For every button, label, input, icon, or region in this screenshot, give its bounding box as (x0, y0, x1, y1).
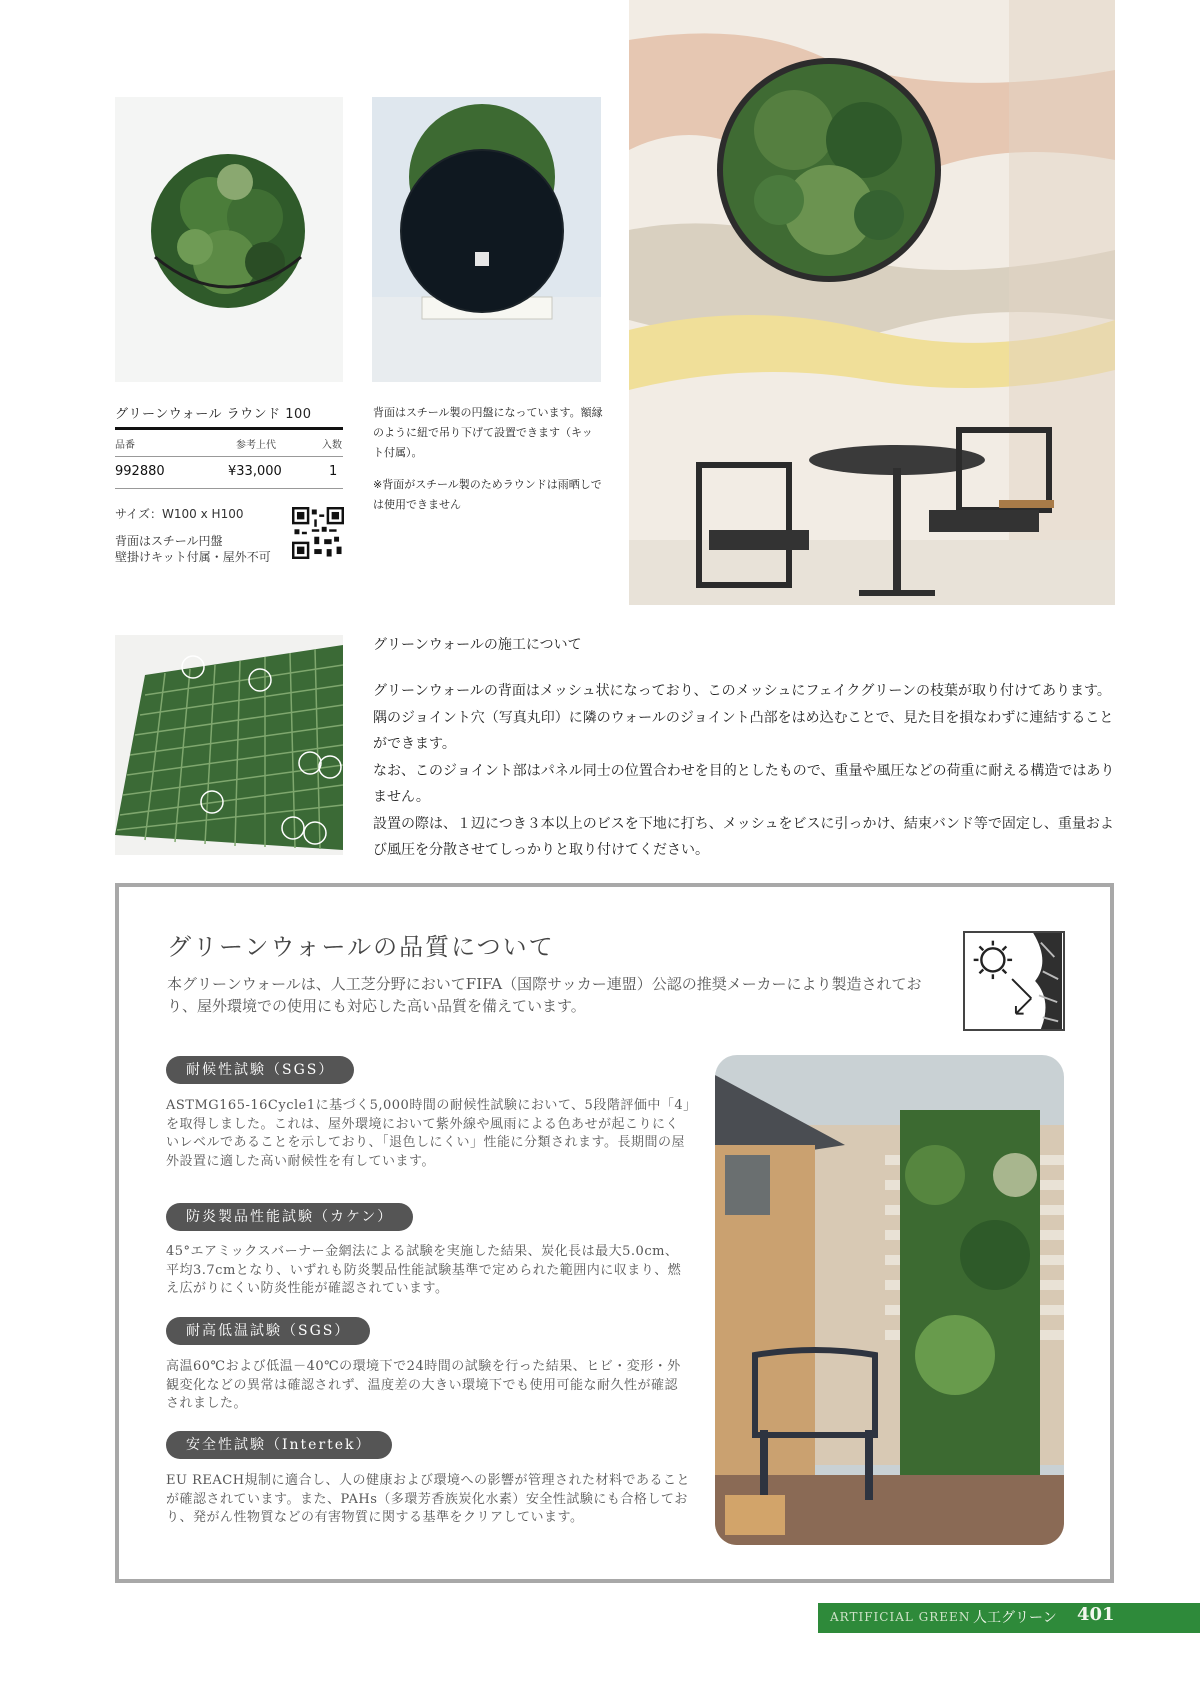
badge-temperature-test: 耐高低温試験（SGS） (166, 1317, 370, 1345)
flame-test-text: 45°エアミックスバーナー金網法による試験を実施した結果、炭化長は最大5.0cm、平均3.7cmとなり、いずれも防炎製品性能試験基準で定められた範囲内に収まり、燃え広がりにくい防炎性能が確認されています。 (166, 1244, 682, 1296)
temperature-test-text: 高温60℃および低温－40℃の環境下で24時間の試験を行った結果、ヒビ・変形・外観変化などの異常は確認されず、温度差の大きい環境下でも使用可能な耐久性が確認されました。 (166, 1359, 681, 1411)
install-title: グリーンウォールの施工について (373, 637, 582, 653)
product-note-line1: 背面はスチール円盤 (115, 534, 223, 548)
badge-safety-test: 安全性試験（Intertek） (166, 1431, 392, 1459)
safety-test-text: EU REACH規制に適合し、人の健康および環境への影響が管理された材料であることが確認されています。また、PAHs（多環芳香族炭化水素）安全性試験にも合格しており、発がん性物質などの有害物質に関する基準をクリアしています。 (166, 1473, 691, 1525)
weather-test-text: ASTMG165-16Cycle1に基づく5,000時間の耐候性試験において、5段階評価中「4」を取得しました。これは、屋外環境において紫外線や風雨による色あせが起こりにくいレベルであることを示しており、「退色しにくい」性能に分類されます。長期間の屋外設置に適した高い耐候性を有しています。 (166, 1098, 691, 1169)
footer-category-en: ARTIFICIAL GREEN (830, 1610, 971, 1624)
badge-weather-test: 耐候性試験（SGS） (166, 1056, 354, 1084)
header-price: 参考上代 (236, 440, 276, 451)
product-note (115, 533, 271, 565)
product-size: サイズ：W100 x H100 (115, 507, 244, 521)
product-qty: 1 (329, 464, 338, 479)
install-body (373, 678, 1123, 864)
install-p3: 設置の際は、１辺につき３本以上のビスを下地に打ち、メッシュをビスに引っかけ、結束バンド等で固定し、重量および風圧を分散させてしっかりと取り付けてください。 (373, 815, 1114, 858)
outdoor-photo (715, 1055, 1064, 1545)
back-note-p1: 背面はスチール製の円盤になっています。額縁のように紐で吊り下げて設置できます（キット付属）。 (373, 406, 603, 459)
uv-sun-icon-svg (965, 933, 1063, 1029)
product-photo-back (372, 97, 601, 382)
table-top-rule (115, 427, 343, 430)
interior-photo (629, 0, 1115, 605)
back-note (373, 403, 603, 527)
product-photo-back-image (372, 97, 601, 382)
page-number: 401 (1077, 1604, 1115, 1625)
product-code: 992880 (115, 464, 165, 479)
product-photo-front-image (115, 97, 343, 382)
quality-title: グリーンウォールの品質について (167, 933, 555, 961)
qr-code-icon (292, 507, 344, 559)
footer-category-jp: 人工グリーン (973, 1610, 1057, 1626)
product-price: ¥33,000 (228, 464, 282, 479)
quality-lead: 本グリーンウォールは、人工芝分野においてFIFA（国際サッカー連盟）公認の推奨メーカーにより製造されており、屋外環境での使用にも対応した高い品質を備えています。 (167, 975, 922, 1015)
table-divider (115, 456, 343, 457)
header-code: 品番 (115, 440, 135, 451)
mesh-photo-image (115, 635, 343, 855)
qr-code[interactable] (292, 507, 344, 559)
header-qty: 入数 (322, 440, 342, 451)
outdoor-photo-image (715, 1055, 1064, 1545)
product-name: グリーンウォール ラウンド 100 (115, 407, 312, 422)
table-bottom-rule (115, 488, 343, 489)
back-note-p2: ※背面がスチール製のためラウンドは雨晒しでは使用できません (373, 478, 602, 511)
install-p1: グリーンウォールの背面はメッシュ状になっており、このメッシュにフェイクグリーンの枝葉が取り付けてあります。隅のジョイント穴（写真丸印）に隣のウォールのジョイント凸部をはめ込むことで、見た目を損なわずに連結することができます。 (373, 683, 1114, 752)
uv-sun-icon (963, 931, 1065, 1031)
badge-flame-test: 防炎製品性能試験（カケン） (166, 1203, 413, 1231)
product-photo-front (115, 97, 343, 382)
product-note-line2: 壁掛けキット付属・屋外不可 (115, 550, 271, 564)
install-p2: なお、このジョイント部はパネル同士の位置合わせを目的としたもので、重量や風圧などの荷重に耐える構造ではありません。 (373, 762, 1115, 805)
mesh-photo (115, 635, 343, 855)
interior-photo-image (629, 0, 1115, 605)
